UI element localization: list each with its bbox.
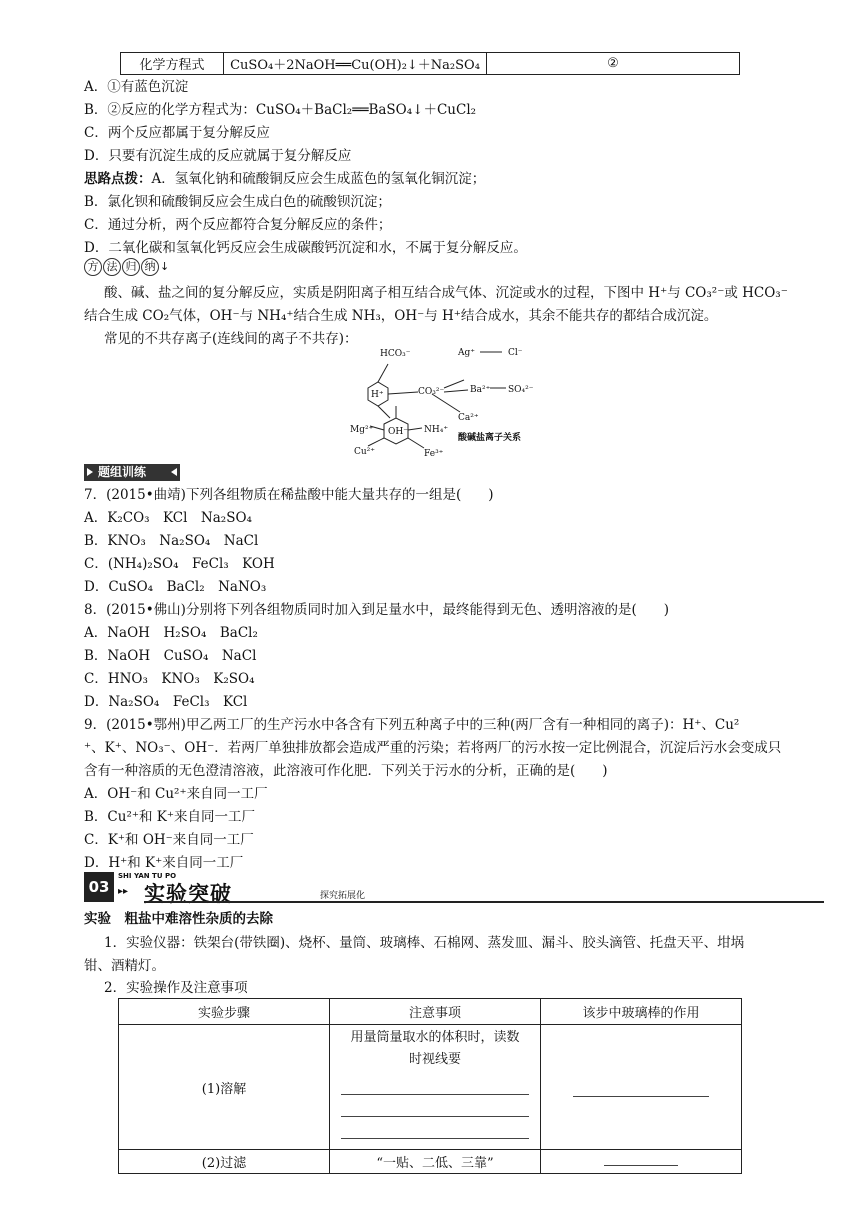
method-para-1a: 酸、碱、盐之间的复分解反应，实质是阴阳离子相互结合成气体、沉淀或水的过程，下图中 H⁺与 CO₃²⁻或 HCO₃⁻ <box>104 285 788 301</box>
header-rod-role: 该步中玻璃棒的作用 <box>541 999 742 1025</box>
dissolve-notes: 用量筒量取水的体积时，读数 时视线要 <box>330 1025 541 1150</box>
q9-option-c: C．K⁺和 OH⁻来自同一工厂 <box>84 832 254 848</box>
section-tag: 探究拓展化 <box>320 891 366 901</box>
ion-ca: Ca²⁺ <box>458 413 479 423</box>
ion-oh: OH⁻ <box>388 427 408 437</box>
ion-nh4: NH₄⁺ <box>424 425 449 435</box>
q8-stem: 8．(2015•佛山)分别将下列各组物质同时加入到足量水中，最终能得到无色、透明溶液的是( ) <box>84 602 669 618</box>
answer-blank[interactable] <box>341 1126 529 1139</box>
ion-cu: Cu²⁺ <box>354 447 376 457</box>
equation-table <box>120 52 740 75</box>
prev-option-c: C．两个反应都属于复分解反应 <box>84 125 270 141</box>
q8-option-b: B．NaOH CuSO₄ NaCl <box>84 648 257 664</box>
header-notes: 注意事项 <box>330 999 541 1025</box>
method-badge: 方 法 归 纳 ↓ <box>84 258 169 276</box>
q7-option-c: C．(NH₄)₂SO₄ FeCl₃ KOH <box>84 556 275 572</box>
equation-1: CuSO₄＋2NaOH══Cu(OH)₂↓＋Na₂SO₄ <box>224 53 487 75</box>
filter-rod-role <box>541 1150 742 1174</box>
hint-line-3: C．通过分析，两个反应都符合复分解反应的条件； <box>84 217 392 233</box>
step-filter: (2)过滤 <box>119 1150 330 1174</box>
answer-blank[interactable] <box>604 1153 678 1166</box>
ion-so4: SO₄²⁻ <box>508 385 534 395</box>
group-practice-label: 题组训练 <box>84 464 180 481</box>
method-para-2: 常见的不共存离子(连线间的离子不共存)： <box>104 331 358 347</box>
ion-h: H⁺ <box>371 390 384 400</box>
section-rule <box>144 901 824 903</box>
q9-stem-2: ⁺、K⁺、NO₃⁻、OH⁻．若两厂单独排放都会造成严重的污染；若将两厂的污水按一定比例混合，沉淀后污水会变成只 <box>84 740 782 756</box>
step-dissolve: (1)溶解 <box>119 1025 330 1150</box>
q8-option-a: A．NaOH H₂SO₄ BaCl₂ <box>84 625 258 641</box>
section-number: 03 <box>84 872 114 902</box>
answer-blank[interactable] <box>341 1104 529 1117</box>
q8-option-c: C．HNO₃ KNO₃ K₂SO₄ <box>84 671 255 687</box>
section-title: 实验突破 <box>144 882 232 906</box>
q7-option-a: A．K₂CO₃ KCl Na₂SO₄ <box>84 510 252 526</box>
filter-notes: “一贴、二低、三靠” <box>330 1150 541 1174</box>
q7-stem: 7．(2015•曲靖)下列各组物质在稀盐酸中能大量共存的一组是( ) <box>84 487 494 503</box>
ion-mg: Mg²⁺ <box>350 425 374 435</box>
q9-stem-3: 含有一种溶质的无色澄清溶液，此溶液可作化肥．下列关于污水的分析，正确的是( ) <box>84 763 608 779</box>
equation-2: ② <box>487 53 740 75</box>
ion-cl: Cl⁻ <box>508 348 523 358</box>
q8-option-d: D．Na₂SO₄ FeCl₃ KCl <box>84 694 248 710</box>
answer-blank[interactable] <box>573 1084 709 1097</box>
prev-option-a: A．①有蓝色沉淀 <box>84 79 189 95</box>
answer-blank[interactable] <box>341 1082 529 1095</box>
ion-hco3: HCO₃⁻ <box>380 349 411 359</box>
ion-co3: CO₃²⁻ <box>418 387 445 397</box>
method-para-1b: 结合生成 CO₂气体，OH⁻与 NH₄⁺结合生成 NH₃，OH⁻与 H⁺结合成水，其余不能共存的都结合成沉淀。 <box>84 308 718 324</box>
experiment-item-1a: 1．实验仪器：铁架台(带铁圈)、烧杯、量筒、玻璃棒、石棉网、蒸发皿、漏斗、胶头滴管、托盘天平、坩埚 <box>104 935 745 951</box>
ion-fe: Fe³⁺ <box>424 449 444 459</box>
header-step: 实验步骤 <box>119 999 330 1025</box>
section-banner <box>84 872 384 906</box>
q9-stem-1: 9．(2015•鄂州)甲乙两工厂的生产污水中各含有下列五种离子中的三种(两厂含有一种相同的离子)：H⁺、Cu² <box>84 717 740 733</box>
ion-relationship-diagram <box>340 344 560 462</box>
experiment-item-1b: 钳、酒精灯。 <box>84 958 165 974</box>
q7-option-b: B．KNO₃ Na₂SO₄ NaCl <box>84 533 259 549</box>
experiment-item-2: 2．实验操作及注意事项 <box>104 980 248 996</box>
experiment-title: 实验 粗盐中难溶性杂质的去除 <box>84 911 273 927</box>
equation-label: 化学方程式 <box>121 53 224 75</box>
hint-line-4: D．二氧化碳和氢氧化钙反应会生成碳酸钙沉淀和水，不属于复分解反应。 <box>84 240 527 256</box>
diagram-caption: 酸碱盐离子关系 <box>458 433 522 443</box>
q9-option-a: A．OH⁻和 Cu²⁺来自同一工厂 <box>84 786 268 802</box>
double-arrow-icon: ▸▸ <box>118 886 129 897</box>
experiment-table <box>118 998 742 1174</box>
hint-line-1: 思路点拨：A．氢氧化钠和硫酸铜反应会生成蓝色的氢氧化铜沉淀； <box>84 171 486 187</box>
q9-option-b: B．Cu²⁺和 K⁺来自同一工厂 <box>84 809 255 825</box>
ion-ba: Ba²⁺ <box>470 385 491 395</box>
hint-label: 思路点拨： <box>84 171 152 187</box>
prev-option-b: B．②反应的化学方程式为：CuSO₄＋BaCl₂══BaSO₄↓＋CuCl₂ <box>84 102 477 118</box>
dissolve-rod-role <box>541 1025 742 1150</box>
q9-option-d: D．H⁺和 K⁺来自同一工厂 <box>84 855 244 871</box>
prev-option-d: D．只要有沉淀生成的反应就属于复分解反应 <box>84 148 352 164</box>
hint-line-2: B．氯化钡和硫酸铜反应会生成白色的硫酸钡沉淀； <box>84 194 391 210</box>
section-pinyin: SHI YAN TU PO <box>118 872 177 880</box>
q7-option-d: D．CuSO₄ BaCl₂ NaNO₃ <box>84 579 267 595</box>
ion-ag: Ag⁺ <box>458 348 476 358</box>
